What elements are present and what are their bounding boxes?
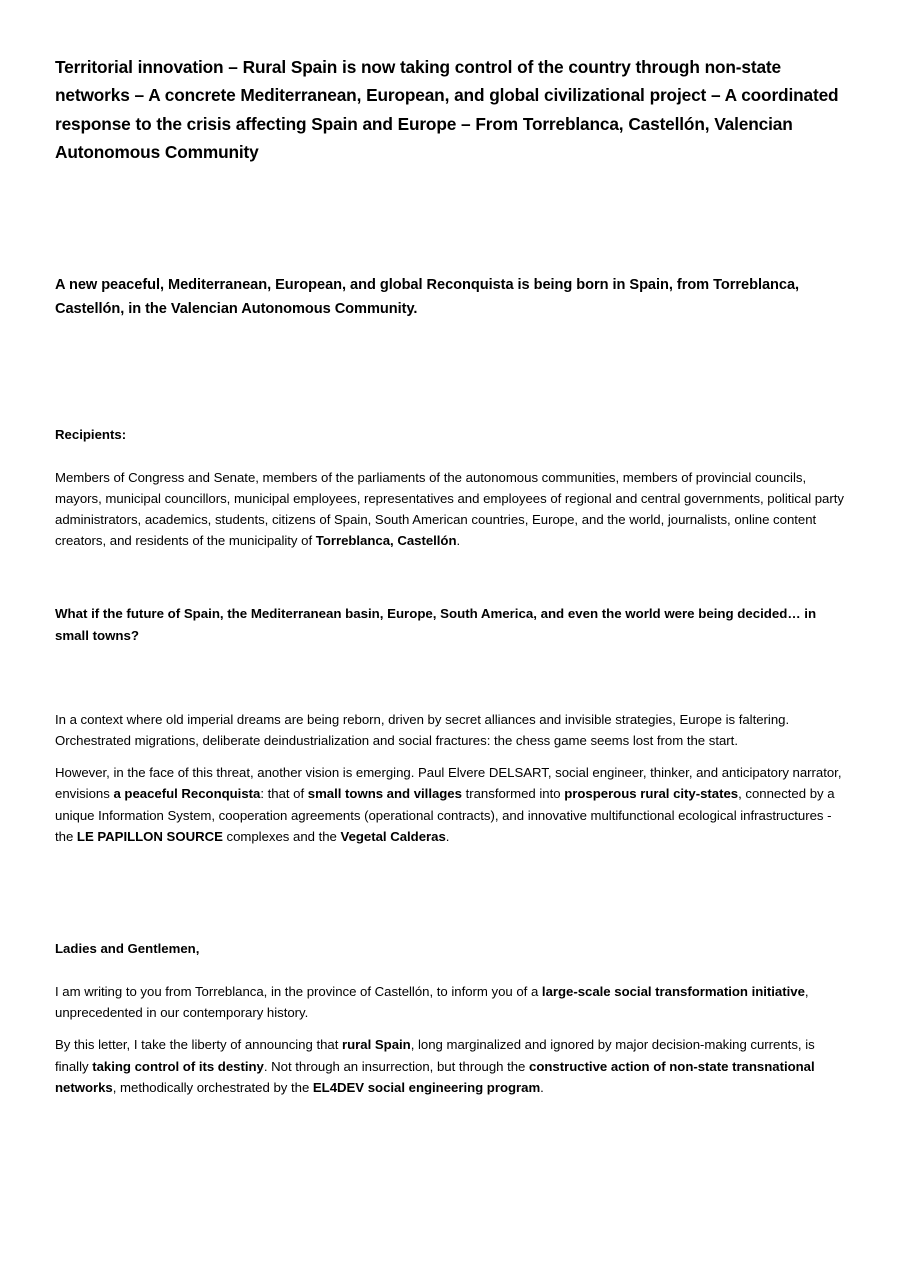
- recipients-paragraph: [55, 467, 848, 552]
- emphasis-text: constructive action of non-state transnational networks: [55, 1058, 815, 1095]
- plain-text: , long marginalized and ignored by major decision-making currents, is finally: [55, 1037, 815, 1074]
- recipients-heading: Recipients:: [55, 426, 127, 442]
- question-paragraph: What if the future of Spain, the Mediterranean basin, Europe, South America, and even the world were being decided… in small towns?: [55, 606, 817, 643]
- emphasis-text: small towns and villages: [307, 786, 462, 802]
- spacer-before-recipients: [55, 322, 848, 425]
- plain-text: : that of: [260, 786, 308, 802]
- emphasis-text: LE PAPILLON SOURCE: [76, 828, 223, 844]
- plain-text: I am writing to you from Torreblanca, in the province of Castellón, to inform you of a: [55, 984, 542, 1000]
- writing-paragraph: [55, 981, 848, 1023]
- context-paragraph: [55, 709, 848, 751]
- announcement-paragraph: [55, 1034, 848, 1098]
- spacer-between-paragraphs-2: [55, 1023, 848, 1034]
- plain-text: Members of Congress and Senate, members of the parliaments of the autonomous communities, members of provincial councils, mayors, municipal councillors, municipal employees, representatives and employees of regional and central governments, political party administrators, academics, students, citizens of Spain, South American countries, Europe, and the world, journalists, online content creators, and residents of the municipality of: [55, 469, 844, 549]
- spacer-after-recipients: [55, 551, 848, 603]
- plain-text: complexes and the: [222, 828, 341, 844]
- page-title: Territorial innovation – Rural Spain is now taking control of the country through non-state networks – A concrete Mediterranean, European, and global civilizational project – A coordinated response to the crisis affecting Spain and Europe – From Torreblanca, Castellón, Valencian Autonomous Community: [55, 57, 839, 162]
- salutation: Ladies and Gentlemen,: [55, 941, 200, 957]
- plain-text: , methodically orchestrated by the: [112, 1079, 313, 1095]
- plain-text: However, in the face of this threat, another vision is emerging. Paul Elvere DELSART, social engineer, thinker, and anticipatory narrator, envisions: [55, 765, 842, 802]
- spacer-after-recipients-heading: [55, 444, 848, 467]
- emphasis-text: rural Spain: [342, 1037, 411, 1053]
- plain-text: .: [445, 828, 450, 844]
- plain-text: , connected by a unique Information System, cooperation agreements (operational contracts), and innovative multifunctional ecological infrastructures - the: [55, 786, 835, 844]
- document-content: [55, 53, 848, 1098]
- emphasis-text: large-scale social transformation initiative: [541, 984, 805, 1000]
- spacer-after-question: [55, 646, 848, 709]
- plain-text: In a context where old imperial dreams are being reborn, driven by secret alliances and invisible strategies, Europe is faltering. Orchestrated migrations, deliberate deindustrialization and social fractures: the chess game seems lost from the start.: [55, 711, 790, 749]
- spacer-before-salutation: [55, 847, 848, 939]
- emphasis-text: prosperous rural city-states: [564, 786, 739, 802]
- plain-text: .: [456, 533, 461, 549]
- plain-text: , unprecedented in our contemporary history.: [55, 984, 809, 1021]
- emphasis-text: taking control of its destiny: [92, 1058, 264, 1074]
- vision-paragraph: [55, 762, 848, 847]
- spacer-after-salutation: [55, 958, 848, 981]
- spacer-between-paragraphs-1: [55, 751, 848, 762]
- plain-text: By this letter, I take the liberty of announcing that: [55, 1037, 343, 1053]
- emphasis-text: a peaceful Reconquista: [113, 786, 261, 802]
- emphasis-text: EL4DEV social engineering program: [312, 1079, 541, 1095]
- emphasis-text: Torreblanca, Castellón: [315, 533, 457, 549]
- plain-text: . Not through an insurrection, but through the: [263, 1058, 530, 1074]
- plain-text: transformed into: [461, 786, 565, 802]
- emphasis-text: Vegetal Calderas: [340, 828, 446, 844]
- plain-text: .: [540, 1079, 544, 1095]
- document-subtitle: A new peaceful, Mediterranean, European, and global Reconquista is being born in Spain, from Torreblanca, Castellón, in the Valencian Autonomous Community.: [55, 277, 800, 318]
